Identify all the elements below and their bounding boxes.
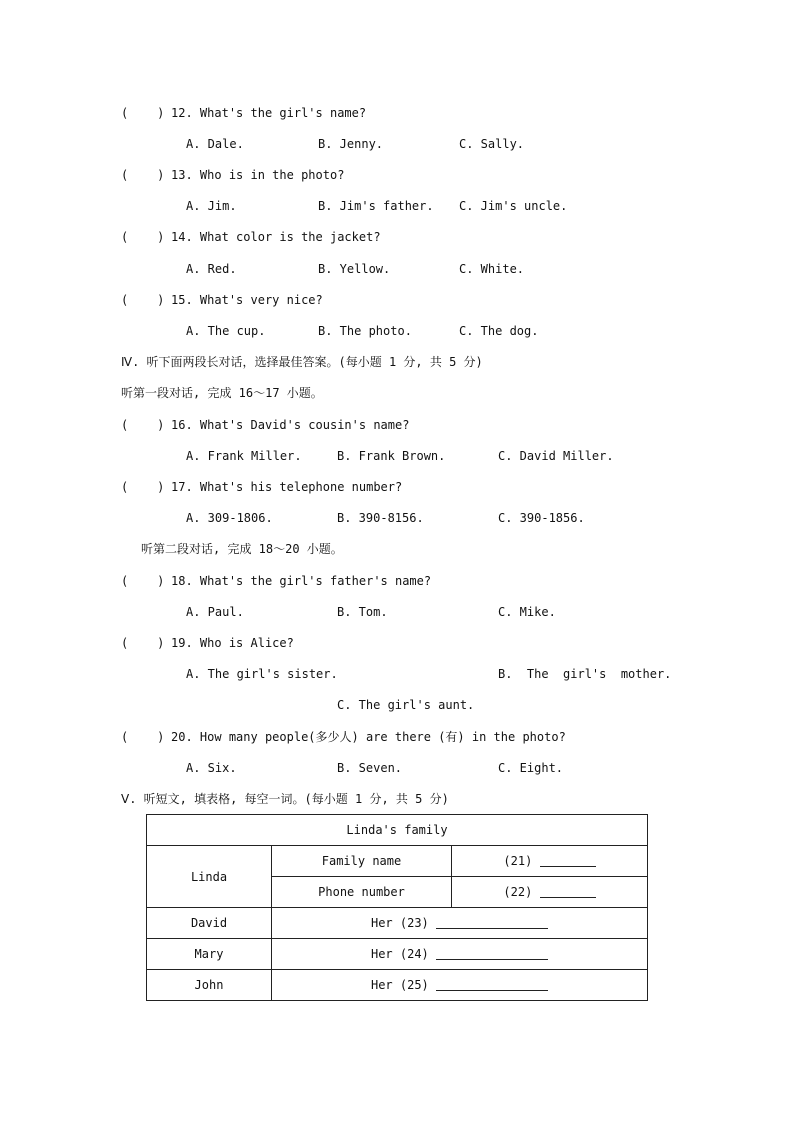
answer-paren: ( ) [121, 293, 165, 307]
answer-paren: ( ) [121, 168, 165, 182]
section-iv-heading: Ⅳ. 听下面两段长对话，选择最佳答案。(每小题 1 分, 共 5 分) [121, 355, 483, 369]
answer-paren: ( ) [121, 230, 165, 244]
question-number: 12. [171, 106, 193, 120]
row-prefix: Her (23) [370, 916, 429, 930]
option-a: A. Dale. [186, 137, 244, 151]
linda-cell: Linda [147, 846, 272, 908]
question-text: What's the girl's father's name? [199, 574, 432, 588]
section-iv-sub1: 听第一段对话, 完成 16～17 小题。 [121, 386, 323, 400]
member-name: Mary [147, 939, 272, 970]
question-text: What's David's cousin's name? [199, 418, 410, 432]
answer-22-blank[interactable] [540, 897, 596, 898]
option-a: A. Jim. [186, 199, 237, 213]
family-name-label: Family name [272, 846, 452, 877]
option-a: A. The girl's sister. [186, 667, 338, 681]
option-b: B. Seven. [337, 761, 403, 775]
question-16 [171, 418, 409, 432]
option-b: B. Tom. [337, 605, 388, 619]
table-title: Linda's family [147, 815, 648, 846]
option-b: B. Jim's father. [318, 199, 434, 213]
option-b: B. Yellow. [318, 262, 391, 276]
question-20 [171, 730, 566, 744]
question-18 [171, 574, 431, 588]
option-c: C. David Miller. [498, 449, 614, 463]
question-number: 18. [171, 574, 193, 588]
question-text: Who is in the photo? [199, 168, 345, 182]
answer-25-cell [272, 970, 648, 1001]
option-a: A. Frank Miller. [186, 449, 302, 463]
linda-family-table [146, 814, 648, 1001]
option-a: A. Red. [186, 262, 237, 276]
blank-number: (21) [503, 854, 533, 868]
option-b: B. The girl's mother. [498, 667, 672, 681]
question-19 [171, 636, 294, 650]
question-number: 13. [171, 168, 193, 182]
question-12 [171, 106, 366, 120]
option-c: C. The dog. [459, 324, 539, 338]
question-text: What color is the jacket? [199, 230, 381, 244]
row-prefix: Her (25) [370, 978, 429, 992]
option-c: C. The girl's aunt. [337, 698, 475, 712]
option-a: A. Paul. [186, 605, 244, 619]
question-number: 20. [171, 730, 193, 744]
blank-number: (22) [503, 885, 533, 899]
option-b: B. Jenny. [318, 137, 384, 151]
section-iv-sub2: 听第二段对话, 完成 18～20 小题。 [141, 542, 343, 556]
answer-21-cell [452, 846, 648, 877]
question-number: 19. [171, 636, 193, 650]
answer-25-blank[interactable] [436, 990, 548, 991]
option-c: C. Mike. [498, 605, 556, 619]
section-v-heading: Ⅴ. 听短文, 填表格, 每空一词。(每小题 1 分, 共 5 分) [121, 792, 449, 806]
question-15 [171, 293, 323, 307]
option-a: A. The cup. [186, 324, 266, 338]
question-text: What's very nice? [199, 293, 323, 307]
answer-paren: ( ) [121, 480, 165, 494]
option-a: A. Six. [186, 761, 237, 775]
option-b: B. Frank Brown. [337, 449, 446, 463]
answer-23-blank[interactable] [436, 928, 548, 929]
option-c: C. Jim's uncle. [459, 199, 568, 213]
answer-paren: ( ) [121, 636, 165, 650]
question-text: How many people(多少人) are there (有) in the photo? [199, 730, 566, 744]
answer-paren: ( ) [121, 574, 165, 588]
question-14 [171, 230, 381, 244]
question-text: Who is Alice? [199, 636, 294, 650]
question-text: What's his telephone number? [199, 480, 403, 494]
option-c: C. White. [459, 262, 525, 276]
phone-number-label: Phone number [272, 877, 452, 908]
option-c: C. Sally. [459, 137, 525, 151]
question-number: 17. [171, 480, 193, 494]
question-number: 15. [171, 293, 193, 307]
question-text: What's the girl's name? [199, 106, 367, 120]
answer-paren: ( ) [121, 730, 165, 744]
answer-24-cell [272, 939, 648, 970]
question-number: 16. [171, 418, 193, 432]
question-17 [171, 480, 402, 494]
option-c: C. Eight. [498, 761, 564, 775]
question-13 [171, 168, 344, 182]
question-number: 14. [171, 230, 193, 244]
answer-22-cell [452, 877, 648, 908]
answer-21-blank[interactable] [540, 866, 596, 867]
option-b: B. 390-8156. [337, 511, 424, 525]
member-name: John [147, 970, 272, 1001]
option-a: A. 309-1806. [186, 511, 273, 525]
option-c: C. 390-1856. [498, 511, 585, 525]
option-b: B. The photo. [318, 324, 412, 338]
answer-23-cell [272, 908, 648, 939]
answer-paren: ( ) [121, 106, 165, 120]
row-prefix: Her (24) [370, 947, 429, 961]
member-name: David [147, 908, 272, 939]
answer-24-blank[interactable] [436, 959, 548, 960]
answer-paren: ( ) [121, 418, 165, 432]
